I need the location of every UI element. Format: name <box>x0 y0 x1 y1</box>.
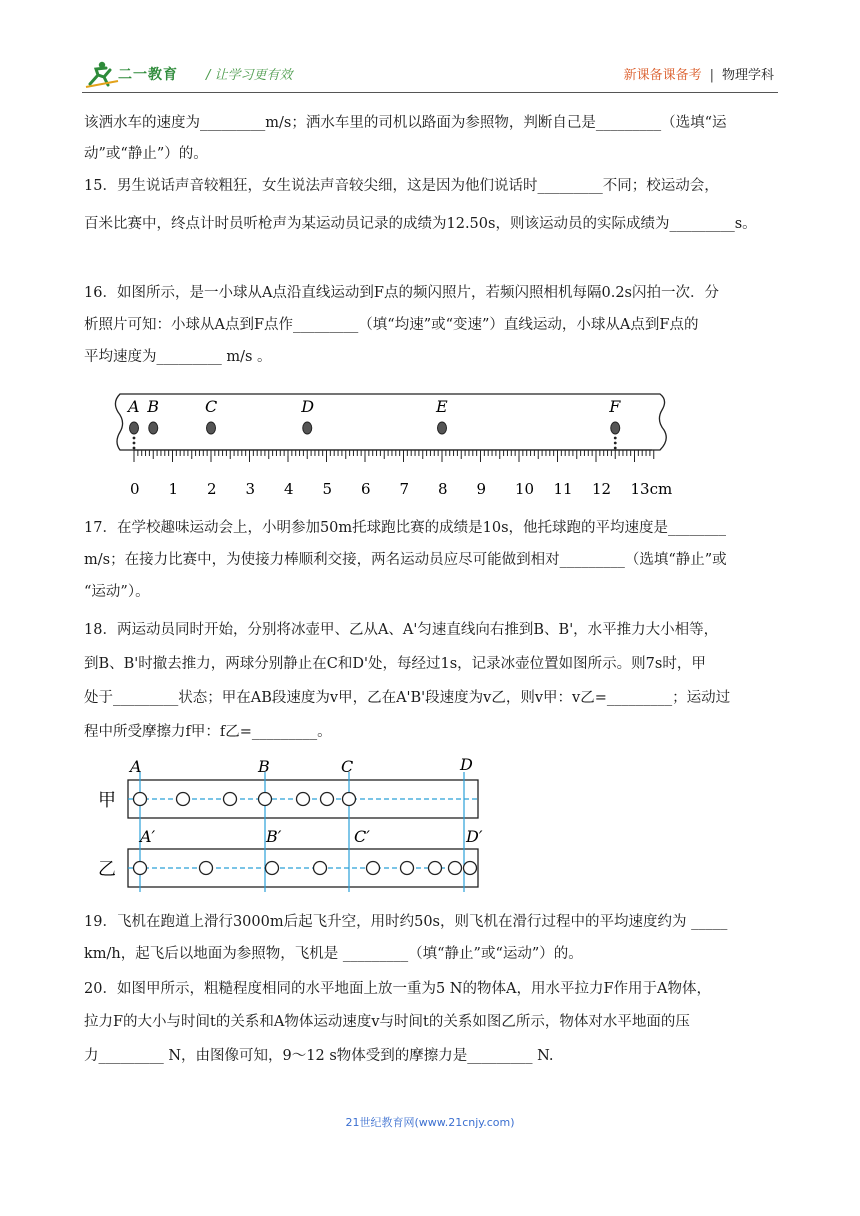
page-header <box>82 58 778 93</box>
alignment-dot <box>133 442 136 445</box>
ruler-tick-label: 1 <box>168 480 179 498</box>
header-subject-label: 物理学科 <box>721 68 774 83</box>
text-line: 处于_________状态；甲在AB段速度为v甲，乙在A'B'段速度为v乙，则v甲：v乙=_________；运动过 <box>84 690 731 706</box>
ruler-tick-label: 6 <box>361 480 371 498</box>
curling-figure <box>92 752 492 897</box>
question-16: 16．如图所示，是一小球从A点沿直线运动到F点的频闪照片，若频闪照相机每隔0.2s闪拍一次．分 <box>84 285 719 301</box>
question-18: 18．两运动员同时开始，分别将冰壶甲、乙从A、A'匀速直线向右推到B、B'，水平推力大小相等， <box>84 622 719 638</box>
alignment-dot <box>614 442 617 445</box>
question-15: 15．男生说话声音较粗狂，女生说法声音较尖细，这是因为他们说话时_________不同；校运动会， <box>84 178 719 194</box>
strobe-ball <box>130 422 139 434</box>
text-line: 拉力F的大小与时间t的关系和A物体运动速度v与时间t的关系如图乙所示，物体对水平地面的压 <box>84 1014 690 1030</box>
question-20: 20．如图甲所示，粗糙程度相同的水平地面上放一重为5 N的物体A，用水平拉力F作用于A物体， <box>84 981 711 997</box>
question-19: 19．飞机在跑道上滑行3000m后起飞升空，用时约50s，则飞机在滑行过程中的平均速度约为 _____ <box>84 914 728 930</box>
point-label: A <box>128 397 140 416</box>
alignment-dot <box>133 437 136 440</box>
point-label: E <box>436 397 448 416</box>
ruler-tick-label: 3 <box>245 480 256 498</box>
alignment-dot <box>614 447 617 450</box>
ruler-tick-label: 9 <box>476 480 487 498</box>
label-C: C <box>341 757 354 776</box>
label-A-prime: A′ <box>140 827 156 846</box>
strobe-ball <box>438 422 447 434</box>
ruler-tick-labels <box>130 480 672 498</box>
strobe-ball <box>207 422 216 434</box>
header-slogan: / 让学习更有效 <box>206 68 293 83</box>
ruler-tick-label: 8 <box>438 480 448 498</box>
row-label-jia: 甲 <box>98 790 116 811</box>
label-C-prime: C′ <box>354 827 370 846</box>
header-subject <box>624 64 774 83</box>
text-line: 动”或“静止”）的。 <box>84 146 208 162</box>
ruler-tick-label: 2 <box>207 480 217 498</box>
text-line: 百米比赛中，终点计时员听枪声为某运动员记录的成绩为12.50s，则该运动员的实际成绩为_________s。 <box>84 216 757 232</box>
strobe-ball <box>611 422 620 434</box>
ruler-tick-label: 7 <box>399 480 410 498</box>
alignment-dot <box>614 437 617 440</box>
ruler-tick-label: 12 <box>592 480 612 498</box>
label-A: A <box>130 757 142 776</box>
text-line: km/h，起飞后以地面为参照物，飞机是 _________（填“静止”或“运动”）的。 <box>84 946 583 962</box>
header-separator: | <box>709 68 714 83</box>
row-label-yi: 乙 <box>98 859 116 880</box>
ruler-tick-label: 10 <box>515 480 535 498</box>
point-label: C <box>205 397 218 416</box>
alignment-dot <box>133 447 136 450</box>
ruler-tick-label: 11 <box>553 480 573 498</box>
ruler-ticks <box>134 450 654 462</box>
strobe-ball <box>149 422 158 434</box>
ruler-tick-label: 4 <box>284 480 294 498</box>
text-line: 平均速度为_________ m/s 。 <box>84 349 272 365</box>
point-label: D <box>301 397 315 416</box>
ruler-tick-label: 5 <box>322 480 333 498</box>
ruler-tick-label: 13cm <box>630 480 673 498</box>
strobe-ball <box>303 422 312 434</box>
text-line: 力_________ N，由图像可知，9～12 s物体受到的摩擦力是_________ N. <box>84 1048 554 1064</box>
text-line: 析照片可知：小球从A点到F点作_________（填“均速”或“变速”）直线运动，小球从A点到F点的 <box>84 317 699 333</box>
header-course-label: 新课备课备考 <box>623 68 702 83</box>
label-B: B <box>258 757 270 776</box>
point-label: B <box>147 397 160 416</box>
label-D: D <box>460 755 473 774</box>
text-line: 程中所受摩擦力f甲：f乙=_________。 <box>84 724 332 740</box>
label-D-prime: D′ <box>466 827 483 846</box>
text-line: 到B、B'时撤去推力，两球分别静止在C和D'处，每经过1s，记录冰壶位置如图所示。则7s时，甲 <box>84 656 706 672</box>
label-B-prime: B′ <box>266 827 282 846</box>
ruler-tick-label: 0 <box>130 480 140 498</box>
point-label: F <box>609 397 621 416</box>
text-line: 该洒水车的速度为_________m/s；洒水车里的司机以路面为参照物，判断自己是_________（选填“运 <box>84 115 727 131</box>
logo-text: 二一教育 <box>118 67 178 83</box>
page-footer: 21世纪教育网(www.21cnjy.com) <box>345 1116 515 1129</box>
strobe-ruler-figure <box>112 388 682 503</box>
question-17: 17．在学校趣味运动会上，小明参加50m托球跑比赛的成绩是10s，他托球跑的平均速度是________ <box>84 520 727 536</box>
text-line: “运动”）。 <box>84 584 150 600</box>
text-line: m/s；在接力比赛中，为使接力棒顺利交接，两名运动员应尽可能做到相对_________（选填“静止”或 <box>84 552 727 568</box>
